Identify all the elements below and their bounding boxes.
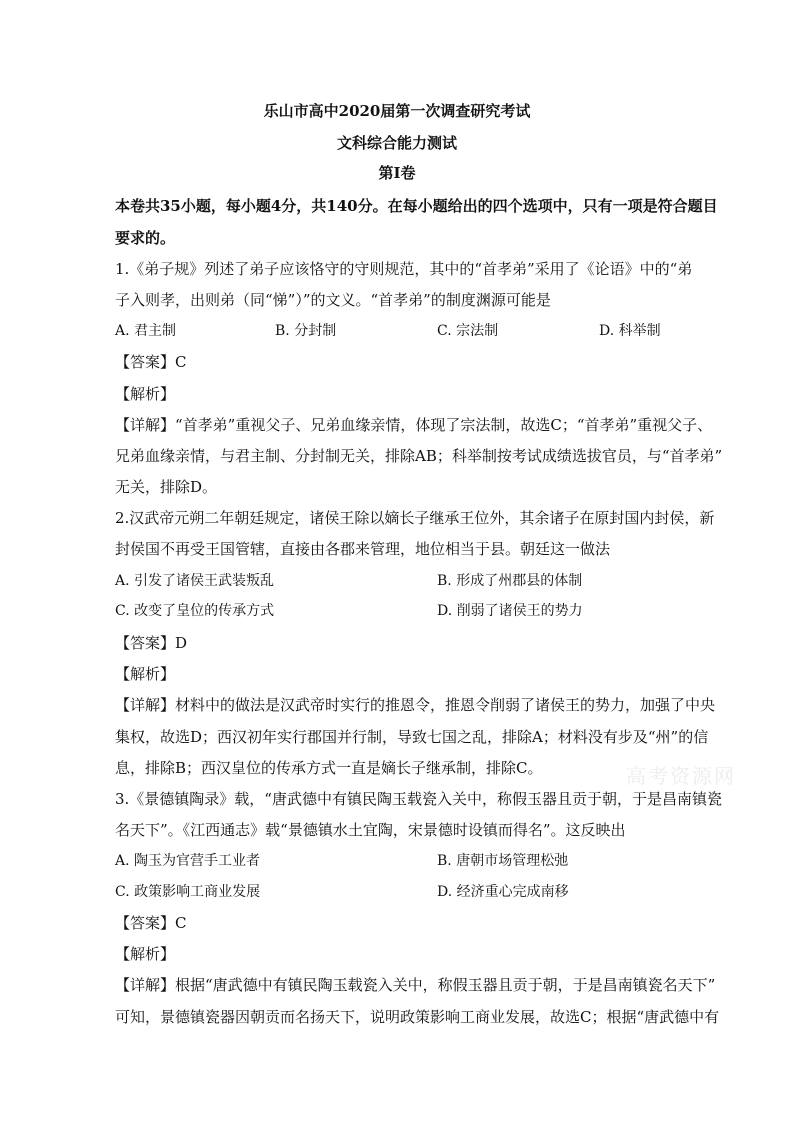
q3-detail-line-2: 可知，景德镇瓷器因朝贡而名扬天下，说明政策影响工商业发展，故选C；根据“唐武德中有 <box>115 1008 720 1026</box>
q3-option-c: C. 政策影响工商业发展 <box>115 884 261 900</box>
q1-option-d: D. 科举制 <box>599 323 661 339</box>
q2-option-b: B. 形成了州郡县的体制 <box>437 573 583 589</box>
q1-detail-line-2: 兄弟血缘亲情，与君主制、分封制无关，排除AB；科举制按考试成绩选拔官员，与“首孝弟” <box>115 447 723 465</box>
q3-option-d: D. 经济重心完成南移 <box>437 884 569 900</box>
q1-answer: 【答案】C <box>115 353 187 371</box>
q2-detail-line-1: 【详解】材料中的做法是汉武帝时实行的推恩令，推恩令削弱了诸侯王的势力，加强了中央 <box>115 696 716 714</box>
q3-answer: 【答案】C <box>115 914 187 932</box>
exam-title: 乐山市高中2020届第一次调查研究考试 <box>263 102 531 120</box>
q2-analysis-label: 【解析】 <box>115 665 176 683</box>
q3-option-b: B. 唐朝市场管理松弛 <box>437 853 569 869</box>
q2-detail-line-3: 息，排除B；西汉皇位的传承方式一直是嫡长子继承制，排除C。 <box>115 759 543 777</box>
q2-option-d: D. 削弱了诸侯王的势力 <box>437 603 583 619</box>
q1-stem-line-2: 子入则孝，出则弟（同“悌”）”的文义。“首孝弟”的制度渊源可能是 <box>115 291 551 309</box>
instructions-line-2: 要求的。 <box>115 229 176 247</box>
q3-stem-line-1: 3.《景德镇陶录》载，“唐武德中有镇民陶玉载瓷入关中，称假玉器且贡于朝，于是昌南镇瓷 <box>115 790 722 808</box>
q1-detail-line-1: 【详解】“首孝弟”重视父子、兄弟血缘亲情，体现了宗法制，故选C；“首孝弟”重视父子、 <box>115 416 713 434</box>
q3-analysis-label: 【解析】 <box>115 945 176 963</box>
q2-option-c: C. 改变了皇位的传承方式 <box>115 603 275 619</box>
q1-option-c: C. 宗法制 <box>437 323 499 339</box>
q1-option-b: B. 分封制 <box>275 323 337 339</box>
q1-detail-line-3: 无关，排除D。 <box>115 478 218 496</box>
q2-detail-line-2: 集权，故选D；西汉初年实行郡国并行制，导致七国之乱，排除A；材料没有步及“州”的信 <box>115 728 709 746</box>
q2-stem-line-2: 封侯国不再受王国管辖，直接由各郡来管理，地位相当于县。朝廷这一做法 <box>115 540 611 558</box>
q2-option-a: A. 引发了诸侯王武装叛乱 <box>115 573 275 589</box>
watermark: 高考资源网 <box>626 764 736 788</box>
q3-stem-line-2: 名天下”。《江西通志》载“景德镇水土宜陶，宋景德时设镇而得名”。这反映出 <box>115 821 626 839</box>
exam-subtitle: 文科综合能力测试 <box>336 134 457 152</box>
volume-label: 第I卷 <box>378 164 416 182</box>
q1-option-a: A. 君主制 <box>115 323 177 339</box>
instructions-line-1: 本卷共35小题，每小题4分，共140分。在每小题给出的四个选项中，只有一项是符合题目 <box>115 197 718 215</box>
q1-analysis-label: 【解析】 <box>115 385 176 403</box>
q2-stem-line-1: 2.汉武帝元朔二年朝廷规定，诸侯王除以嫡长子继承王位外，其余诸子在原封国内封侯，新 <box>115 509 715 527</box>
q3-option-a: A. 陶玉为官营手工业者 <box>115 853 261 869</box>
q2-answer: 【答案】D <box>115 634 188 652</box>
q1-stem-line-1: 1.《弟子规》列述了弟子应该恪守的守则规范，其中的“首孝弟”采用了《论语》中的“弟 <box>115 260 693 278</box>
q3-detail-line-1: 【详解】根据“唐武德中有镇民陶玉载瓷入关中，称假玉器且贡于朝，于是昌南镇瓷名天下” <box>115 976 716 994</box>
